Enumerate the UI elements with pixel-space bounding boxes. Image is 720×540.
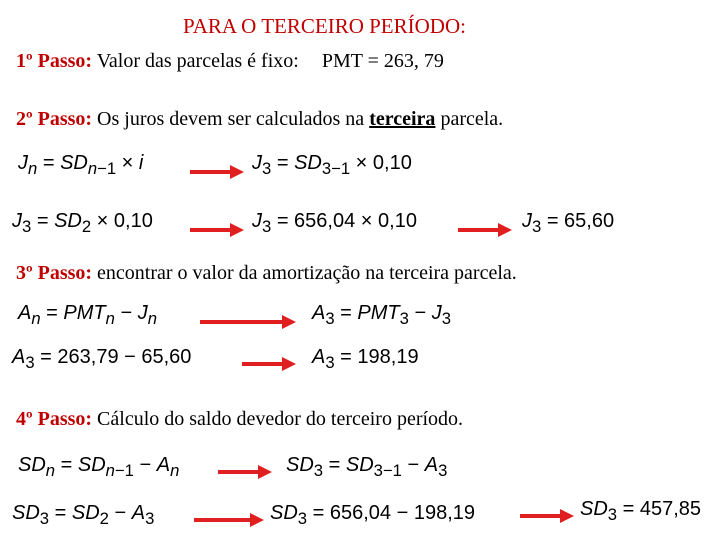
page-title: PARA O TERCEIRO PERÍODO: <box>183 14 466 38</box>
step-3 <box>16 262 517 285</box>
step-2-text: Os juros devem ser calculados na <box>97 108 365 130</box>
step-2-text-after: parcela. <box>440 108 504 130</box>
eq-balance-values: $SD_3 = 656,04 - 198,19$ <box>270 502 475 528</box>
eq-balance-result: $SD_3 = 457,85$ <box>580 498 702 524</box>
eq-amort-values: $A_3 = 263,79 - 65,60$ <box>12 346 192 372</box>
arrow-icon <box>200 314 296 328</box>
arrow-icon <box>520 508 574 522</box>
eq-interest-formula: $J_n = SD_{n-1} \times i$ <box>18 152 144 178</box>
step-1-text: Valor das parcelas é fixo: <box>96 50 299 72</box>
arrow-icon <box>190 164 244 178</box>
step-4 <box>16 408 463 431</box>
eq-interest-sd2: $J_3 = SD_2 \times 0,10$ <box>12 210 153 236</box>
eq-interest-values: $J_3 = 656,04 \times 0,10$ <box>252 210 417 236</box>
eq-balance-third: $SD_3 = SD_{3-1} - A_3$ <box>286 454 448 480</box>
eq-amort-result: $A_3 = 198,19$ <box>312 346 419 372</box>
arrow-icon <box>242 356 296 370</box>
step-2 <box>16 108 503 131</box>
step-2-emphasis: terceira <box>369 108 436 130</box>
eq-balance-formula: $SD_n = SD_{n-1} - A_n$ <box>18 454 180 480</box>
step-4-text: Cálculo do saldo devedor do terceiro período. <box>97 408 464 430</box>
arrow-icon <box>218 464 272 478</box>
step-3-label: 3º Passo: <box>16 262 93 284</box>
eq-balance-sd2: $SD_3 = SD_2 - A_3$ <box>12 502 155 528</box>
eq-interest-third: $J_3 = SD_{3-1} \times 0,10$ <box>252 152 412 178</box>
pmt-value: PMT = 263, 79 <box>321 50 444 72</box>
eq-amort-third: $A_3 = PMT_3 - J_3$ <box>312 302 451 328</box>
step-1-label: 1º Passo: <box>16 50 93 72</box>
arrow-icon <box>190 222 244 236</box>
arrow-icon <box>194 512 264 526</box>
arrow-icon <box>458 222 512 236</box>
step-1 <box>16 50 444 73</box>
step-2-label: 2º Passo: <box>16 108 93 130</box>
step-3-text: encontrar o valor da amortização na terceira parcela. <box>97 262 517 284</box>
eq-amort-formula: $A_n = PMT_n - J_n$ <box>18 302 157 328</box>
step-4-label: 4º Passo: <box>16 408 93 430</box>
eq-interest-result: $J_3 = 65,60$ <box>522 210 615 236</box>
